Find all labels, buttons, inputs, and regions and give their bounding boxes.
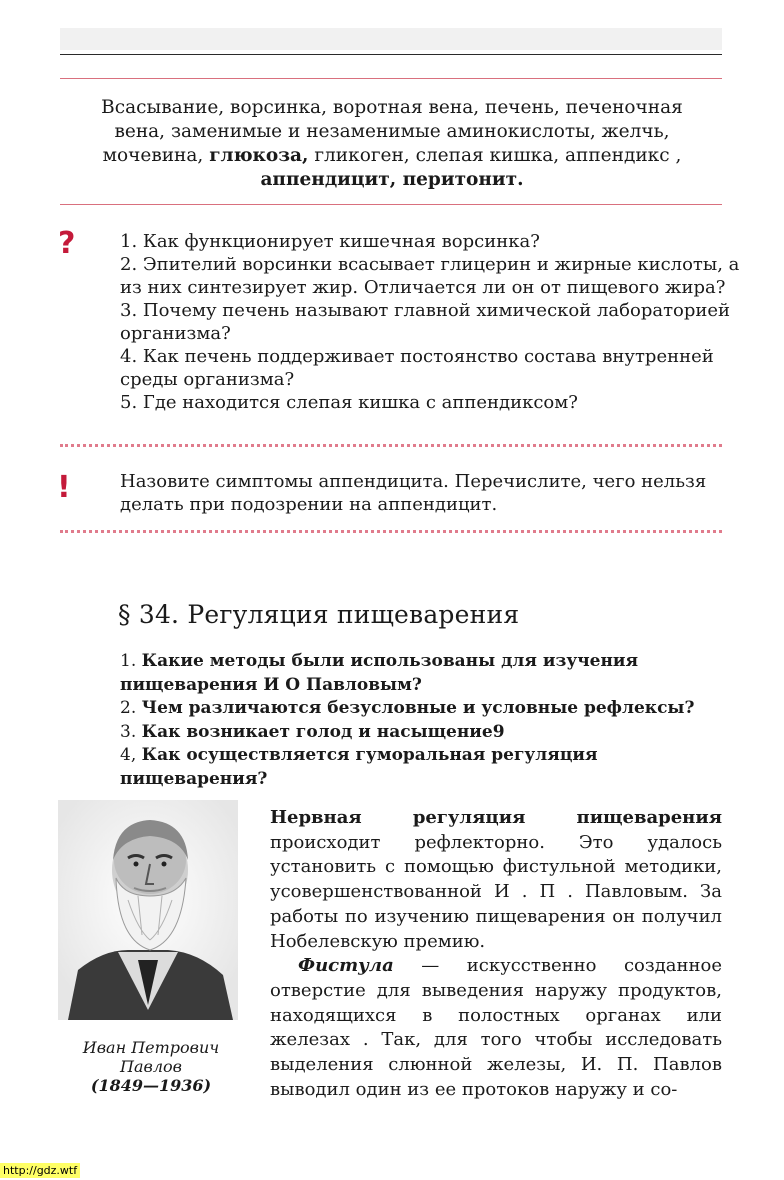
goal-item: [120, 744, 740, 791]
paragraph-text: происходит рефлекторно. Это удалось установить с помощью фистульной методики, усовершенствованной И . П . Павловым. За работы по изучению пищеварения он получил Нобелевскую премию.: [270, 831, 722, 952]
goal-number: 4,: [120, 745, 137, 765]
keyword-bold: глюкоза,: [209, 145, 309, 166]
caption-surname: Павлов: [120, 1057, 182, 1076]
watermark-link[interactable]: http://gdz.wtf: [0, 1163, 80, 1178]
keyword-bold: аппендицит, перитонит.: [260, 169, 524, 190]
keywords-line-3: [70, 144, 714, 168]
portrait-caption: [56, 1038, 246, 1095]
goal-text: Как возникает голод и насыщение9: [141, 721, 505, 742]
question-item: 4. Как печень поддерживает постоянство состава внутренней среды организма?: [120, 346, 714, 390]
keywords-line-4: [70, 168, 714, 192]
review-questions: [120, 230, 740, 414]
exclamation-mark-icon: !: [57, 470, 71, 505]
keywords-top-rule: [60, 78, 722, 79]
faded-header: [60, 28, 722, 50]
goal-item: [120, 650, 740, 697]
goal-number: 3.: [120, 721, 137, 742]
question-item: 3. Почему печень называют главной химической лабораторией организма?: [120, 300, 731, 344]
keyword-text: гликоген, слепая кишка, аппендикс ,: [308, 145, 682, 166]
keywords-bottom-rule: [60, 204, 722, 205]
section-title: § 34. Регуляция пищеварения: [118, 600, 520, 629]
goal-item: [120, 697, 740, 721]
keywords-block: [70, 96, 714, 192]
paragraph-nervous-regulation: [270, 806, 722, 954]
term-fistula: Фистула: [298, 955, 394, 977]
goal-text: Как осуществляется гуморальная регуляция пищеварения?: [120, 745, 598, 789]
goal-number: 2.: [120, 698, 137, 718]
top-rule: [60, 54, 722, 55]
paragraph-fistula: [270, 954, 722, 1102]
question-item: 1. Как функционирует кишечная ворсинка?: [120, 231, 540, 252]
keywords-line-1: Всасывание, ворсинка, воротная вена, печень, печеночная: [101, 97, 683, 118]
pavlov-portrait: [58, 800, 238, 1020]
dotted-divider: [60, 444, 722, 447]
keyword-text: мочевина,: [102, 145, 210, 166]
question-item: 5. Где находится слепая кишка с аппендиксом?: [120, 392, 578, 413]
term-bold: Нервная регуляция пищеварения: [270, 807, 722, 828]
body-text: [270, 806, 722, 1102]
caption-name: Иван Петрович: [82, 1038, 220, 1057]
goal-text: Чем различаются безусловные и условные рефлексы?: [141, 698, 695, 718]
dotted-divider: [60, 530, 722, 533]
question-mark-icon: ?: [58, 226, 76, 261]
goal-text: Какие методы были использованы для изучения пищеварения И О Павловым?: [120, 651, 639, 695]
goal-item: [120, 721, 740, 745]
paragraph-text: — искусственно созданное отверстие для выведения наружу продуктов, находящихся в полостных органах или железах . Так, для того чтобы исследовать выделения слюнной железы, И. П. Павлов выводил один из ее протоков наружу и со-: [270, 955, 722, 1100]
keywords-line-2: вена, заменимые и незаменимые аминокислоты, желчь,: [114, 121, 670, 142]
goal-number: 1.: [120, 651, 137, 671]
section-goals: [120, 650, 740, 791]
caption-years: (1849—1936): [90, 1076, 212, 1095]
task-text: Назовите симптомы аппендицита. Перечислите, чего нельзя делать при подозрении на аппендицит.: [120, 471, 707, 515]
question-item: 2. Эпителий ворсинки всасывает глицерин и жирные кислоты, а из них синтезирует жир. Отличается ли он от пищевого жира?: [120, 254, 740, 298]
